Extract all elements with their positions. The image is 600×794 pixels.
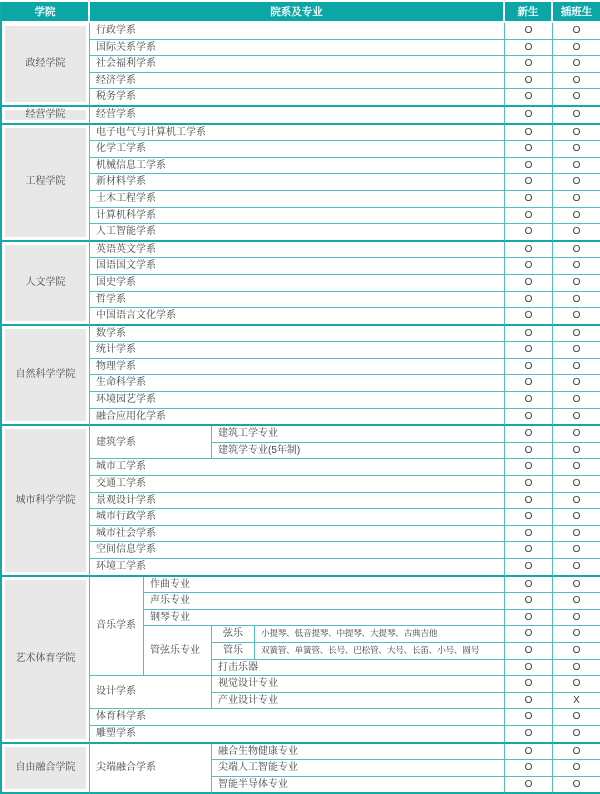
dept-cell: 建筑学专业(5年制) xyxy=(212,443,505,460)
freshman-mark-cell: O xyxy=(505,509,553,526)
table-row xyxy=(2,476,600,493)
table-row xyxy=(2,158,600,175)
college-cell: 经营学院 xyxy=(2,107,90,125)
transfer-mark-cell: O xyxy=(553,744,600,761)
freshman-mark-cell: O xyxy=(505,693,553,710)
freshman-mark-cell: O xyxy=(505,559,553,577)
college-cell: 自然科学学院 xyxy=(2,326,90,427)
freshman-mark-cell: O xyxy=(505,342,553,359)
dept-cell: 小提琴、低音提琴、中提琴、大提琴、古典吉他 xyxy=(255,626,505,643)
freshman-mark-cell: O xyxy=(505,443,553,460)
table-row xyxy=(2,107,600,125)
dept-cell: 环境园艺学系 xyxy=(90,392,505,409)
dept-cell: 视觉设计专业 xyxy=(212,676,505,693)
dept-cell: 统计学系 xyxy=(90,342,505,359)
dept-cell: 空间信息学系 xyxy=(90,542,505,559)
freshman-mark-cell: O xyxy=(505,626,553,643)
freshman-mark-cell: O xyxy=(505,542,553,559)
dept-cell: 融合生物健康专业 xyxy=(212,744,505,761)
table-row xyxy=(2,493,600,510)
transfer-mark-cell: O xyxy=(553,191,600,208)
freshman-mark-cell: O xyxy=(505,73,553,90)
freshman-mark-cell: O xyxy=(505,23,553,40)
freshman-mark-cell: O xyxy=(505,777,553,794)
table-row xyxy=(2,224,600,242)
transfer-mark-cell: O xyxy=(553,476,600,493)
dept-cell: 管乐 xyxy=(212,643,255,660)
dept-cell: 电子电气与计算机工学系 xyxy=(90,125,505,142)
freshman-mark-cell: O xyxy=(505,107,553,125)
dept-cell: 哲学系 xyxy=(90,292,505,309)
transfer-mark-cell: O xyxy=(553,593,600,610)
freshman-mark-cell: O xyxy=(505,158,553,175)
freshman-mark-cell: O xyxy=(505,610,553,627)
dept-cell: 设计学系 xyxy=(90,676,212,709)
transfer-mark-cell: O xyxy=(553,660,600,677)
table-row xyxy=(2,577,600,594)
transfer-mark-cell: O xyxy=(553,610,600,627)
transfer-mark-cell: O xyxy=(553,559,600,577)
freshman-mark-cell: O xyxy=(505,744,553,761)
table-row xyxy=(2,242,600,259)
dept-cell: 建筑工学专业 xyxy=(212,426,505,443)
table-row xyxy=(2,676,600,693)
transfer-mark-cell: O xyxy=(553,342,600,359)
transfer-mark-cell: O xyxy=(553,326,600,343)
transfer-mark-cell: O xyxy=(553,308,600,326)
table-row xyxy=(2,125,600,142)
dept-cell: 音乐学系 xyxy=(90,577,144,677)
table-row xyxy=(2,308,600,326)
freshman-mark-cell: O xyxy=(505,89,553,107)
dept-cell: 雕塑学系 xyxy=(90,726,505,744)
freshman-mark-cell: O xyxy=(505,375,553,392)
freshman-mark-cell: O xyxy=(505,526,553,543)
header-college: 学院 xyxy=(2,2,90,23)
table-row xyxy=(2,275,600,292)
freshman-mark-cell: O xyxy=(505,726,553,744)
table-row xyxy=(2,459,600,476)
dept-cell: 环境工学系 xyxy=(90,559,505,577)
freshman-mark-cell: O xyxy=(505,476,553,493)
freshman-mark-cell: O xyxy=(505,308,553,326)
transfer-mark-cell: O xyxy=(553,258,600,275)
transfer-mark-cell: O xyxy=(553,526,600,543)
transfer-mark-cell: O xyxy=(553,23,600,40)
table-row xyxy=(2,23,600,40)
freshman-mark-cell: O xyxy=(505,208,553,225)
dept-cell: 双簧管、单簧管、长号、巴松管、大号、长笛、小号、圆号 xyxy=(255,643,505,660)
transfer-mark-cell: O xyxy=(553,375,600,392)
freshman-mark-cell: O xyxy=(505,493,553,510)
transfer-mark-cell: O xyxy=(553,509,600,526)
transfer-mark-cell: O xyxy=(553,89,600,107)
dept-cell: 体育科学系 xyxy=(90,709,505,726)
freshman-mark-cell: O xyxy=(505,224,553,242)
freshman-mark-cell: O xyxy=(505,760,553,777)
transfer-mark-cell: O xyxy=(553,760,600,777)
dept-cell: 英语英文学系 xyxy=(90,242,505,259)
table-row xyxy=(2,89,600,107)
header-dept: 院系及专业 xyxy=(90,2,505,23)
dept-cell: 物理学系 xyxy=(90,359,505,376)
transfer-mark-cell: O xyxy=(553,626,600,643)
dept-cell: 计算机科学系 xyxy=(90,208,505,225)
college-cell: 政经学院 xyxy=(2,23,90,107)
table-row xyxy=(2,709,600,726)
freshman-mark-cell: O xyxy=(505,174,553,191)
dept-cell: 声乐专业 xyxy=(144,593,505,610)
transfer-mark-cell: O xyxy=(553,459,600,476)
transfer-mark-cell: O xyxy=(553,40,600,57)
header-row xyxy=(2,2,600,23)
table-row xyxy=(2,326,600,343)
transfer-mark-cell: O xyxy=(553,208,600,225)
dept-cell: 管弦乐专业 xyxy=(144,626,212,676)
dept-cell: 城市工学系 xyxy=(90,459,505,476)
dept-cell: 弦乐 xyxy=(212,626,255,643)
dept-cell: 城市社会学系 xyxy=(90,526,505,543)
freshman-mark-cell: O xyxy=(505,258,553,275)
table-row xyxy=(2,208,600,225)
dept-cell: 生命科学系 xyxy=(90,375,505,392)
table-row xyxy=(2,292,600,309)
transfer-mark-cell: O xyxy=(553,426,600,443)
transfer-mark-cell: O xyxy=(553,125,600,142)
freshman-mark-cell: O xyxy=(505,275,553,292)
freshman-mark-cell: O xyxy=(505,326,553,343)
table-row xyxy=(2,375,600,392)
dept-cell: 城市行政学系 xyxy=(90,509,505,526)
dept-cell: 土木工程学系 xyxy=(90,191,505,208)
freshman-mark-cell: O xyxy=(505,593,553,610)
dept-cell: 国史学系 xyxy=(90,275,505,292)
freshman-mark-cell: O xyxy=(505,426,553,443)
freshman-mark-cell: O xyxy=(505,242,553,259)
dept-cell: 数学系 xyxy=(90,326,505,343)
dept-cell: 景观设计学系 xyxy=(90,493,505,510)
table-row xyxy=(2,73,600,90)
dept-cell: 产业设计专业 xyxy=(212,693,505,710)
table-row xyxy=(2,744,600,761)
transfer-mark-cell: O xyxy=(553,73,600,90)
table-row xyxy=(2,542,600,559)
dept-cell: 尖端人工智能专业 xyxy=(212,760,505,777)
freshman-mark-cell: O xyxy=(505,660,553,677)
table-row xyxy=(2,509,600,526)
transfer-mark-cell: O xyxy=(553,242,600,259)
table-row xyxy=(2,359,600,376)
transfer-mark-cell: O xyxy=(553,577,600,594)
transfer-mark-cell: O xyxy=(553,443,600,460)
table-row xyxy=(2,409,600,427)
freshman-mark-cell: O xyxy=(505,577,553,594)
dept-cell: 作曲专业 xyxy=(144,577,505,594)
dept-cell: 尖端融合学系 xyxy=(90,744,212,794)
dept-cell: 经营学系 xyxy=(90,107,505,125)
dept-cell: 建筑学系 xyxy=(90,426,212,459)
dept-cell: 化学工学系 xyxy=(90,141,505,158)
freshman-mark-cell: O xyxy=(505,409,553,427)
freshman-mark-cell: O xyxy=(505,459,553,476)
freshman-mark-cell: O xyxy=(505,643,553,660)
table-row xyxy=(2,526,600,543)
transfer-mark-cell: O xyxy=(553,275,600,292)
college-cell: 艺术体育学院 xyxy=(2,577,90,744)
table-row xyxy=(2,40,600,57)
freshman-mark-cell: O xyxy=(505,56,553,73)
table-row xyxy=(2,559,600,577)
header-freshman: 新生 xyxy=(505,2,553,23)
table-row xyxy=(2,191,600,208)
transfer-mark-cell: O xyxy=(553,224,600,242)
dept-cell: 新材料学系 xyxy=(90,174,505,191)
freshman-mark-cell: O xyxy=(505,292,553,309)
table-row xyxy=(2,174,600,191)
college-cell: 城市科学学院 xyxy=(2,426,90,576)
dept-cell: 国际关系学系 xyxy=(90,40,505,57)
table-row xyxy=(2,392,600,409)
table-row xyxy=(2,342,600,359)
dept-cell: 智能半导体专业 xyxy=(212,777,505,794)
transfer-mark-cell: O xyxy=(553,158,600,175)
table-row xyxy=(2,258,600,275)
table-body xyxy=(2,23,600,794)
dept-cell: 税务学系 xyxy=(90,89,505,107)
transfer-mark-cell: O xyxy=(553,359,600,376)
transfer-mark-cell: O xyxy=(553,56,600,73)
admissions-table xyxy=(0,2,600,794)
transfer-mark-cell: O xyxy=(553,676,600,693)
freshman-mark-cell: O xyxy=(505,125,553,142)
transfer-mark-cell: X xyxy=(553,693,600,710)
college-cell: 工程学院 xyxy=(2,125,90,242)
college-cell: 自由融合学院 xyxy=(2,744,90,794)
freshman-mark-cell: O xyxy=(505,676,553,693)
dept-cell: 钢琴专业 xyxy=(144,610,505,627)
transfer-mark-cell: O xyxy=(553,174,600,191)
dept-cell: 融合应用化学系 xyxy=(90,409,505,427)
transfer-mark-cell: O xyxy=(553,542,600,559)
transfer-mark-cell: O xyxy=(553,493,600,510)
transfer-mark-cell: O xyxy=(553,777,600,794)
transfer-mark-cell: O xyxy=(553,292,600,309)
dept-cell: 经济学系 xyxy=(90,73,505,90)
freshman-mark-cell: O xyxy=(505,191,553,208)
freshman-mark-cell: O xyxy=(505,359,553,376)
college-cell: 人文学院 xyxy=(2,242,90,326)
table-row xyxy=(2,141,600,158)
table-row xyxy=(2,426,600,443)
dept-cell: 机械信息工学系 xyxy=(90,158,505,175)
transfer-mark-cell: O xyxy=(553,643,600,660)
dept-cell: 社会福利学系 xyxy=(90,56,505,73)
dept-cell: 行政学系 xyxy=(90,23,505,40)
transfer-mark-cell: O xyxy=(553,107,600,125)
header-transfer: 插班生 xyxy=(553,2,600,23)
dept-cell: 中国语言文化学系 xyxy=(90,308,505,326)
transfer-mark-cell: O xyxy=(553,726,600,744)
transfer-mark-cell: O xyxy=(553,709,600,726)
table-row xyxy=(2,56,600,73)
transfer-mark-cell: O xyxy=(553,141,600,158)
freshman-mark-cell: O xyxy=(505,709,553,726)
transfer-mark-cell: O xyxy=(553,409,600,427)
table-row xyxy=(2,726,600,744)
freshman-mark-cell: O xyxy=(505,40,553,57)
freshman-mark-cell: O xyxy=(505,141,553,158)
transfer-mark-cell: O xyxy=(553,392,600,409)
freshman-mark-cell: O xyxy=(505,392,553,409)
dept-cell: 打击乐器 xyxy=(212,660,505,677)
dept-cell: 交通工学系 xyxy=(90,476,505,493)
dept-cell: 国语国文学系 xyxy=(90,258,505,275)
dept-cell: 人工智能学系 xyxy=(90,224,505,242)
